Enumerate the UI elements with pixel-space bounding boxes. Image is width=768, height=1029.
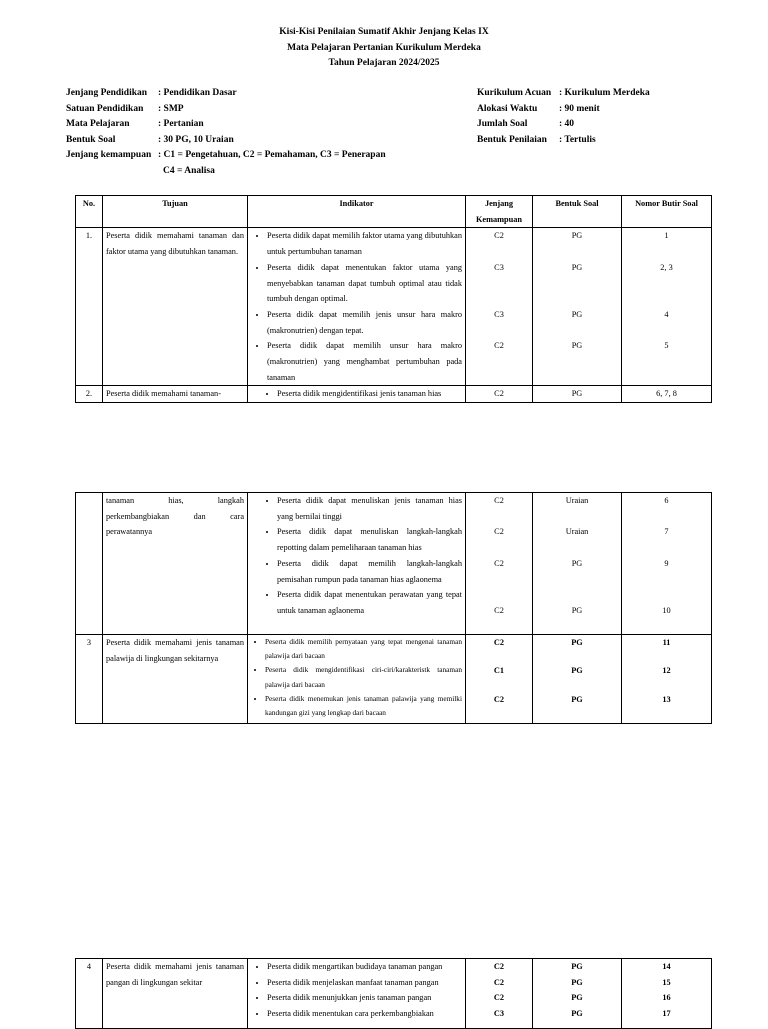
cell-nomor	[622, 228, 712, 386]
cell-nomor	[622, 635, 712, 724]
nomor-value: 4	[664, 309, 669, 319]
bentuk-value: PG	[571, 558, 583, 568]
meta-key: Jenjang kemampuan	[66, 150, 152, 161]
nomor-value: 10	[662, 605, 671, 615]
jenjang-value: C2	[494, 496, 504, 505]
nomor-value: 16	[662, 993, 671, 1003]
cell-indikator	[248, 386, 466, 403]
cell-indikator	[248, 493, 466, 635]
cell-nomor	[622, 493, 712, 635]
indikator-item: • Peserta didik dapat memilih jenis unsur hara makro (makronutrien) dengan tepat.	[267, 307, 462, 338]
cell-tujuan: Peserta didik memahami tanaman-	[103, 386, 248, 403]
header-tujuan: Tujuan	[103, 196, 248, 228]
cell-jenjang	[466, 635, 533, 724]
meta-key: Bentuk Soal	[66, 134, 116, 145]
cell-jenjang	[466, 493, 533, 635]
meta-key: Jumlah Soal	[477, 119, 528, 130]
cell-tujuan: Peserta didik memahami tanaman dan faktor utama yang dibutuhkan tanaman.	[103, 228, 248, 386]
nomor-value: 6	[664, 496, 669, 505]
meta-value: C4 = Analisa	[163, 165, 215, 176]
header-nomor: Nomor Butir Soal	[622, 196, 712, 228]
header-no: No.	[76, 196, 103, 228]
bentuk-value: PG	[571, 262, 583, 272]
meta-key: Satuan Pendidikan	[66, 103, 144, 114]
kisi-table-part-1	[75, 195, 712, 403]
indikator-item: • Peserta didik dapat memilih faktor utama yang dibutuhkan untuk pertumbuhan tanaman	[267, 228, 462, 259]
nomor-value: 9	[664, 558, 669, 568]
meta-left	[66, 86, 466, 180]
indikator-item: • Peserta didik menentukan cara perkembangbiakan	[267, 1006, 462, 1022]
bentuk-value: Uraian	[565, 496, 589, 505]
cell-bentuk	[533, 959, 622, 1029]
bentuk-value: Uraian	[565, 527, 589, 537]
bentuk-value: PG	[571, 1009, 583, 1019]
nomor-value: 17	[662, 1009, 671, 1019]
header-indikator: Indikator	[248, 196, 466, 228]
cell-tujuan: Peserta didik memahami jenis tanaman pangan di lingkungan sekitar	[103, 959, 248, 1029]
indikator-item: • Peserta didik mengidentifikasi ciri-ciri/karakteristk tanaman palawija dari bacaan	[265, 663, 462, 691]
cell-no	[76, 493, 103, 635]
meta-value: : 40	[559, 119, 575, 130]
meta-key: Kurikulum Acuan	[477, 88, 552, 98]
nomor-value: 13	[662, 694, 671, 704]
cell-nomor: 6, 7, 8	[622, 386, 712, 403]
indikator-item: • Peserta didik memilih pernyataan yang tepat mengenai tanaman palawija dari bacaan	[265, 635, 462, 663]
nomor-value: 12	[662, 666, 671, 676]
cell-no: 3	[76, 635, 103, 724]
jenjang-value: C2	[494, 558, 504, 568]
meta-value: : Pendidikan Dasar	[158, 88, 237, 98]
cell-bentuk	[533, 228, 622, 386]
cell-jenjang: C2	[466, 386, 533, 403]
cell-tujuan: Peserta didik memahami jenis tanaman palawija di lingkungan sekitarnya	[103, 635, 248, 724]
indikator-item: • Peserta didik dapat memilih unsur hara makro (makronutrien) yang menghambat pertumbuhan pada tanaman	[267, 338, 462, 385]
cell-jenjang	[466, 228, 533, 386]
table-row	[76, 959, 712, 1029]
cell-indikator	[248, 635, 466, 724]
indikator-item: • Peserta didik menjelaskan manfaat tanaman pangan	[267, 975, 462, 991]
jenjang-value: C3	[494, 309, 504, 319]
cell-no: 1.	[76, 228, 103, 386]
meta-right	[477, 86, 727, 148]
meta-key	[66, 164, 163, 180]
indikator-item: • Peserta didik dapat memilih langkah-langkah pemisahan rumpun pada tanaman hias aglaonema	[277, 556, 462, 587]
bentuk-value: PG	[571, 977, 583, 987]
cell-bentuk	[533, 493, 622, 635]
meta-key: Bentuk Penilaian	[477, 134, 547, 145]
jenjang-value: C2	[494, 527, 504, 537]
cell-nomor	[622, 959, 712, 1029]
cell-indikator	[248, 228, 466, 386]
bentuk-value: PG	[571, 638, 583, 647]
table-row	[76, 493, 712, 635]
cell-jenjang	[466, 959, 533, 1029]
jenjang-value: C2	[493, 962, 505, 971]
bentuk-value: PG	[571, 694, 583, 704]
kisi-table-part-3	[75, 958, 712, 1029]
indikator-item: • Peserta didik menemukan jenis tanaman palawija yang memilki kandungan gizi yang lengkap dari bacaan	[265, 692, 462, 720]
jenjang-value: C2	[494, 341, 504, 351]
header-bentuk: Bentuk Soal	[533, 196, 622, 228]
cell-bentuk	[533, 635, 622, 724]
indikator-item: • Peserta didik dapat menentukan faktor utama yang menyebabkan tanaman dapat tumbuh optimal atau tidak tumbuh dengan optimal.	[267, 260, 462, 307]
document-title	[0, 25, 768, 72]
meta-value: : Pertanian	[158, 119, 204, 130]
title-line-1: Kisi-Kisi Penilaian Sumatif Akhir Jenjang Kelas IX	[279, 27, 489, 37]
nomor-value: 11	[662, 638, 671, 647]
meta-value: : 90 menit	[559, 103, 600, 114]
bentuk-value: PG	[571, 341, 583, 351]
bentuk-value: PG	[571, 666, 583, 676]
title-line-2: Mata Pelajaran Pertanian Kurikulum Merdeka	[287, 42, 481, 53]
indikator-item: • Peserta didik dapat menuliskan jenis tanaman hias yang bernilai tinggi	[277, 493, 462, 524]
indikator-item: • Peserta didik dapat menuliskan langkah-langkah repotting dalam pemeliharaan tanaman hias	[277, 524, 462, 555]
cell-no: 4	[76, 959, 103, 1029]
jenjang-value: C2	[493, 694, 505, 704]
cell-no: 2.	[76, 386, 103, 403]
jenjang-value: C3	[493, 1009, 505, 1019]
jenjang-value: C3	[494, 262, 504, 272]
meta-key: Jenjang Pendidikan	[66, 88, 148, 98]
nomor-value: 14	[662, 962, 671, 971]
meta-value: : SMP	[158, 103, 184, 114]
meta-key: Mata Pelajaran	[66, 119, 130, 130]
jenjang-value: C2	[493, 977, 505, 987]
nomor-value: 5	[664, 341, 669, 351]
jenjang-value: C2	[494, 231, 504, 241]
header-jenjang: Jenjang Kemampuan	[466, 196, 533, 228]
cell-tujuan: tanaman hias, langkah perkembangbiakan dan cara perawatannya	[103, 493, 248, 635]
jenjang-value: C1	[493, 666, 505, 676]
nomor-value: 2, 3	[660, 262, 673, 272]
kisi-table-part-2	[75, 492, 712, 724]
table-header-row	[76, 196, 712, 228]
bentuk-value: PG	[571, 231, 583, 241]
jenjang-value: C2	[493, 993, 505, 1003]
table-row	[76, 228, 712, 386]
bentuk-value: PG	[571, 993, 583, 1003]
indikator-item: • Peserta didik menunjukkan jenis tanaman pangan	[267, 990, 462, 1006]
meta-value: : Tertulis	[559, 134, 596, 145]
jenjang-value: C2	[493, 638, 505, 647]
nomor-value: 15	[662, 977, 671, 987]
table-row	[76, 386, 712, 403]
bentuk-value: PG	[571, 309, 583, 319]
meta-value: : Kurikulum Merdeka	[559, 88, 650, 98]
bentuk-value: PG	[571, 605, 583, 615]
indikator-item: • Peserta didik mengartikan budidaya tanaman pangan	[267, 959, 462, 975]
indikator-item: • Peserta didik mengidentifikasi jenis tanaman hias	[277, 386, 462, 402]
nomor-value: 1	[664, 231, 669, 241]
cell-indikator	[248, 959, 466, 1029]
indikator-item: • Peserta didik dapat menentukan perawatan yang tepat untuk tanaman aglaonema	[277, 587, 462, 618]
title-line-3: Tahun Pelajaran 2024/2025	[328, 58, 440, 68]
meta-value: : C1 = Pengetahuan, C2 = Pemahaman, C3 = Penerapan	[158, 150, 386, 161]
bentuk-value: PG	[571, 962, 583, 971]
table-row	[76, 635, 712, 724]
meta-value: : 30 PG, 10 Uraian	[158, 134, 234, 145]
cell-bentuk: PG	[533, 386, 622, 403]
jenjang-value: C2	[494, 605, 504, 615]
meta-key: Alokasi Waktu	[477, 103, 538, 114]
nomor-value: 7	[664, 527, 669, 537]
